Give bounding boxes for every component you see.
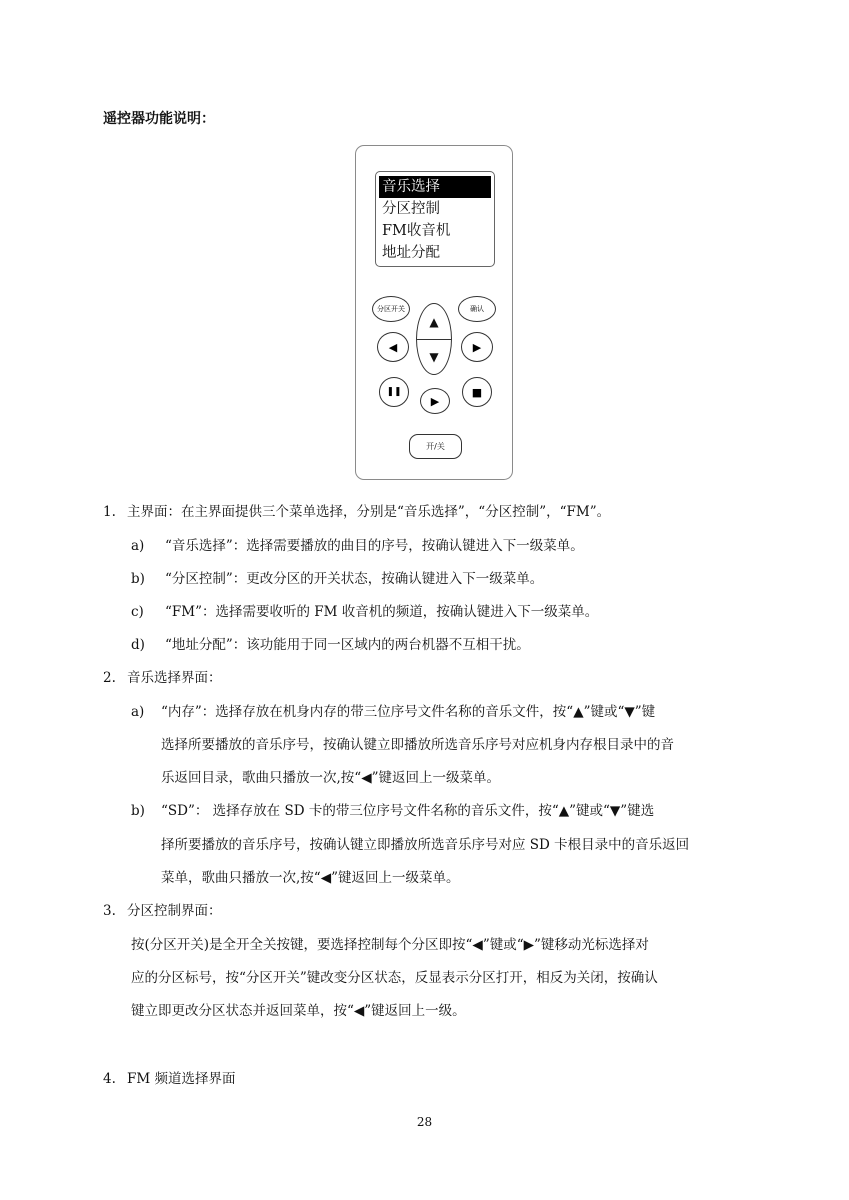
- item-number: a): [131, 704, 145, 720]
- remote-control-illustration: [355, 145, 513, 480]
- play-button: [420, 388, 450, 414]
- confirm-label: 确认: [470, 305, 484, 313]
- text-line: [103, 500, 610, 520]
- left-arrow-icon: ◀: [388, 340, 398, 354]
- menu-item-music: 音乐选择: [379, 176, 491, 198]
- line-text: FM 频道选择界面: [127, 1071, 236, 1087]
- section-heading: 遥控器功能说明：: [103, 111, 215, 127]
- text-line: [131, 999, 466, 1019]
- down-arrow-icon: ▼: [429, 349, 439, 364]
- line-text: 按(分区开关)是全开全关按键，要选择控制每个分区即按“◀”键或“▶”键移动光标选择对: [131, 937, 649, 953]
- item-number: d): [131, 637, 145, 653]
- item-number: 1.: [103, 504, 116, 520]
- line-text: 菜单，歌曲只播放一次,按“◀”键返回上一级菜单。: [161, 870, 460, 886]
- page-number: 28: [416, 1115, 433, 1129]
- text-line: [131, 799, 654, 819]
- menu-item-zone: 分区控制: [382, 201, 440, 217]
- text-line: [161, 866, 459, 886]
- text-line: [161, 733, 674, 753]
- pause-button: [379, 377, 409, 407]
- text-line: [131, 933, 649, 953]
- line-text: 分区控制界面：: [127, 903, 222, 919]
- stop-icon: ■: [471, 385, 483, 399]
- line-text: 主界面：在主界面提供三个菜单选择，分别是“音乐选择”，“分区控制”，“FM”。: [127, 504, 611, 520]
- text-line: [161, 833, 689, 853]
- menu-item-fm: FM收音机: [382, 223, 451, 239]
- up-arrow-icon: ▲: [417, 304, 451, 340]
- line-text: “SD”： 选择存放在 SD 卡的带三位序号文件名称的音乐文件，按“▲”键或“▼”键选: [161, 803, 655, 819]
- item-number: 3.: [103, 903, 116, 919]
- text-line: [131, 567, 543, 587]
- item-number: 2.: [103, 670, 116, 686]
- line-text: 应的分区标号，按“分区开关”键改变分区状态，反显表示分区打开，相反为关闭，按确认: [131, 970, 658, 986]
- text-line: [103, 899, 222, 919]
- remote-screen: [375, 171, 495, 267]
- power-button: [409, 434, 462, 459]
- pause-icon: ❚❚: [386, 386, 402, 397]
- menu-item-address: 地址分配: [382, 245, 440, 261]
- left-button: [377, 332, 409, 362]
- line-text: “音乐选择”：选择需要播放的曲目的序号，按确认键进入下一级菜单。: [165, 538, 584, 554]
- item-number: b): [131, 571, 145, 587]
- text-line: [131, 700, 655, 720]
- power-label: 开/关: [426, 442, 445, 451]
- line-text: 乐返回目录，歌曲只播放一次,按“◀”键返回上一级菜单。: [161, 770, 500, 786]
- text-line: [131, 966, 658, 986]
- zone-switch-label: 分区开关: [377, 305, 405, 313]
- stop-button: [462, 377, 492, 407]
- zone-switch-button: [372, 296, 410, 322]
- play-icon: ▶: [430, 394, 440, 408]
- item-number: 4.: [103, 1071, 116, 1087]
- text-line: [131, 633, 530, 653]
- line-text: 择所要播放的音乐序号，按确认键立即播放所选音乐序号对应 SD 卡根目录中的音乐返回: [161, 837, 690, 853]
- up-down-button: [416, 303, 452, 375]
- line-text: 音乐选择界面：: [127, 670, 222, 686]
- item-number: c): [131, 604, 144, 620]
- text-line: [161, 766, 500, 786]
- text-line: [131, 534, 584, 554]
- text-line: [131, 600, 598, 620]
- line-text: “内存”：选择存放在机身内存的带三位序号文件名称的音乐文件，按“▲”键或“▼”键: [161, 704, 656, 720]
- item-number: a): [131, 538, 145, 554]
- line-text: “FM”：选择需要收听的 FM 收音机的频道，按确认键进入下一级菜单。: [165, 604, 599, 620]
- line-text: 键立即更改分区状态并返回菜单，按“◀”键返回上一级。: [131, 1003, 466, 1019]
- right-arrow-icon: ▶: [472, 340, 482, 354]
- text-line: [103, 666, 222, 686]
- line-text: “分区控制”：更改分区的开关状态，按确认键进入下一级菜单。: [165, 571, 544, 587]
- item-number: b): [131, 803, 145, 819]
- line-text: 选择所要播放的音乐序号，按确认键立即播放所选音乐序号对应机身内存根目录中的音: [161, 737, 674, 753]
- confirm-button: [458, 296, 496, 322]
- right-button: [461, 332, 493, 362]
- line-text: “地址分配”：该功能用于同一区域内的两台机器不互相干扰。: [165, 637, 530, 653]
- text-line: [103, 1067, 235, 1087]
